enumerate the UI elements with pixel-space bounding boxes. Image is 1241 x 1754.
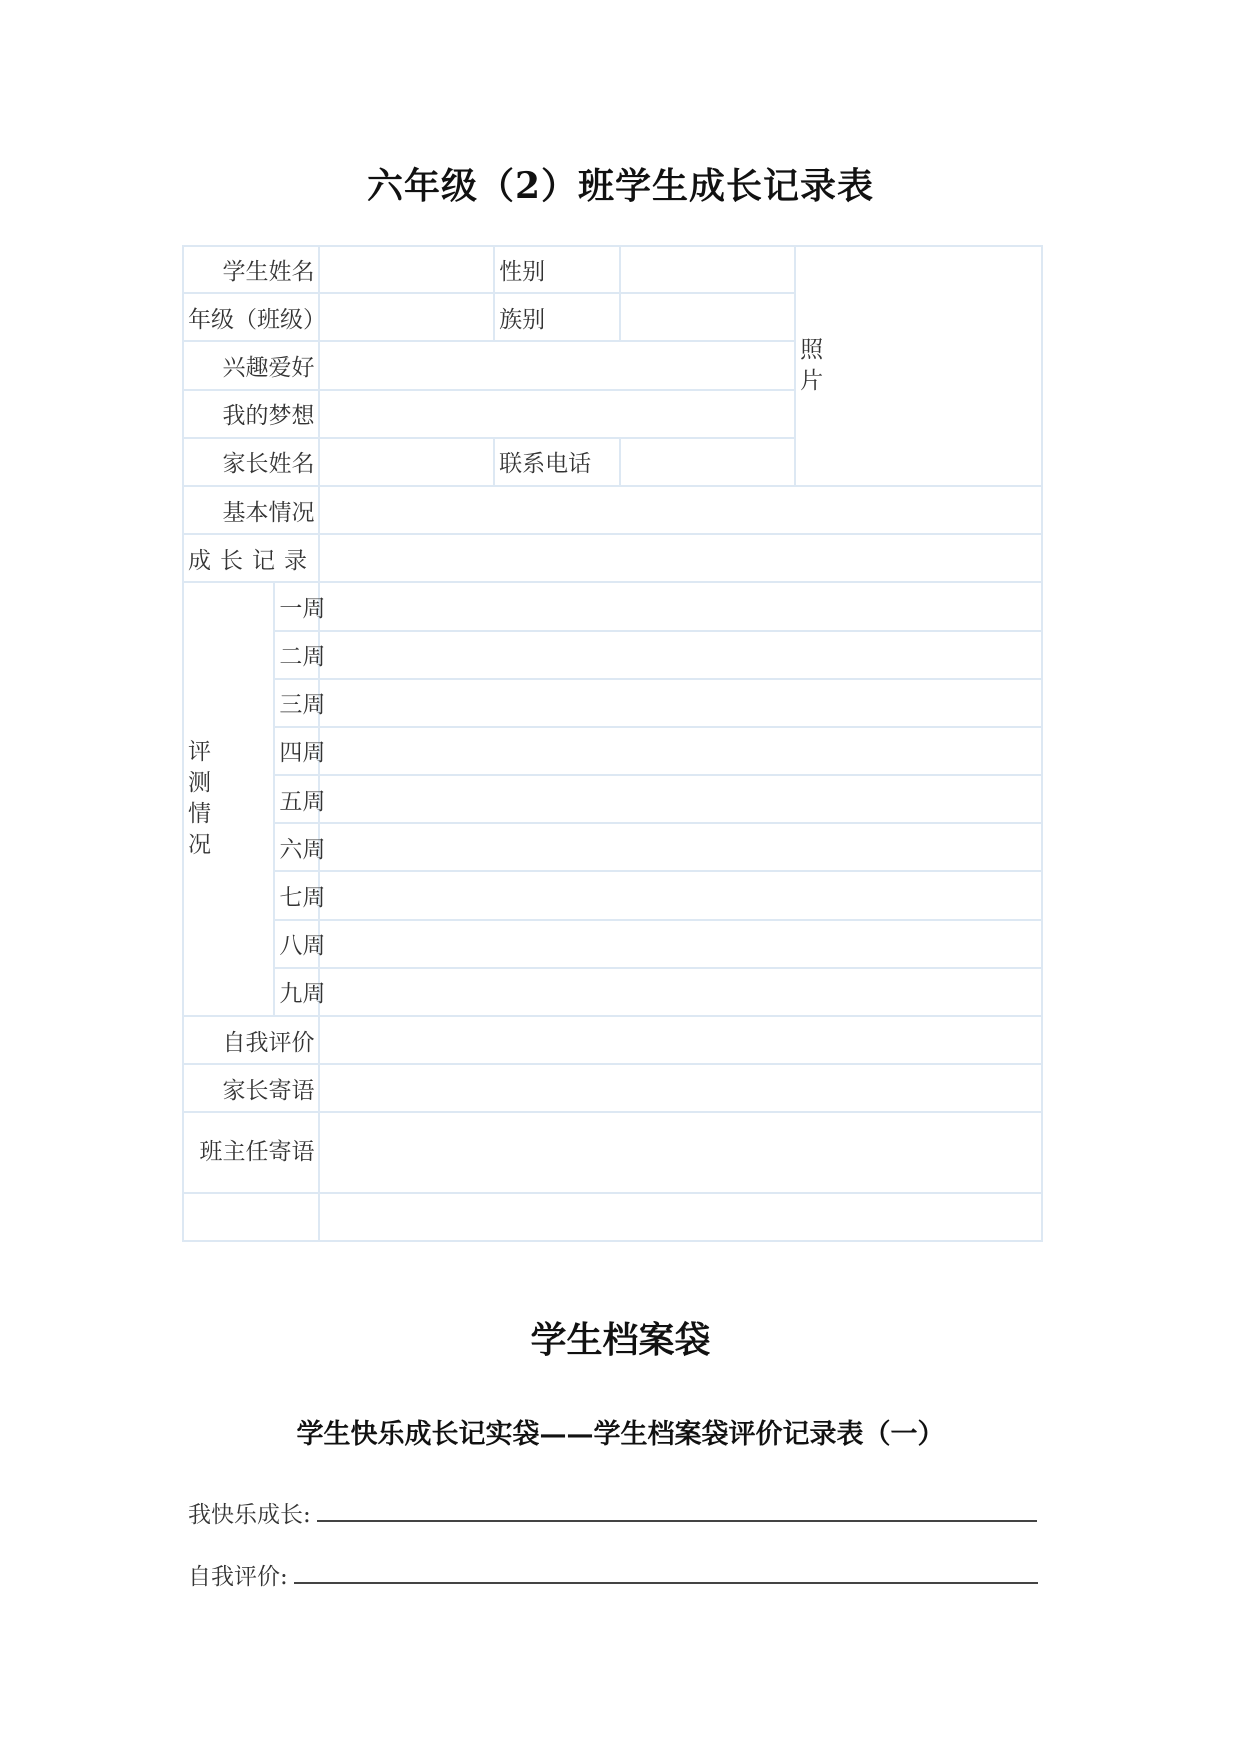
basic-info-field[interactable] [319, 486, 1042, 534]
week-field[interactable] [319, 727, 1042, 775]
week-label: 八周 [274, 920, 319, 968]
week-label: 二周 [274, 631, 319, 679]
photo-cell[interactable] [795, 246, 1042, 486]
grade-label: 年级（班级） [183, 293, 319, 341]
week-field[interactable] [319, 823, 1042, 871]
happy-growth-label: 我快乐成长: [188, 1502, 311, 1528]
subsection-title: 学生快乐成长记实袋——学生档案袋评价记录表（一） [296, 1419, 945, 1450]
eval-label: 评测情况 [188, 739, 211, 859]
week-label: 一周 [274, 582, 319, 630]
ethnicity-field[interactable] [620, 293, 796, 341]
parent-name-field[interactable] [319, 438, 494, 486]
gender-field[interactable] [620, 246, 796, 293]
ethnicity-label: 族别 [494, 293, 619, 341]
photo-label: 照片 [800, 336, 824, 394]
growth-record-label: 成长记录 [183, 534, 319, 582]
self-eval-line [188, 1558, 1052, 1591]
self-eval-line-label: 自我评价: [188, 1564, 288, 1590]
eval-cell [183, 582, 274, 1016]
hobby-label: 兴趣爱好 [183, 341, 319, 389]
basic-info-label: 基本情况 [183, 486, 319, 534]
section-title: 学生档案袋 [530, 1319, 711, 1361]
name-label: 学生姓名 [183, 246, 319, 293]
gender-label: 性别 [494, 246, 619, 293]
grade-field[interactable] [319, 293, 494, 341]
parent-name-label: 家长姓名 [183, 438, 319, 486]
week-label: 六周 [274, 823, 319, 871]
dream-label: 我的梦想 [183, 390, 319, 438]
blank-field[interactable] [319, 1193, 1042, 1241]
week-label: 四周 [274, 727, 319, 775]
week-field[interactable] [319, 775, 1042, 823]
phone-label: 联系电话 [494, 438, 619, 486]
teacher-message-field[interactable] [319, 1112, 1042, 1192]
parent-message-field[interactable] [319, 1064, 1042, 1112]
week-label: 五周 [274, 775, 319, 823]
week-field[interactable] [319, 968, 1042, 1016]
self-eval-blank[interactable] [294, 1582, 1038, 1584]
phone-field[interactable] [620, 438, 796, 486]
parent-message-label: 家长寄语 [183, 1064, 319, 1112]
week-label: 七周 [274, 871, 319, 919]
week-field[interactable] [319, 679, 1042, 727]
week-field[interactable] [319, 871, 1042, 919]
blank-label-cell [183, 1193, 319, 1241]
name-field[interactable] [319, 246, 494, 293]
happy-growth-line [188, 1496, 1052, 1529]
self-eval-field[interactable] [319, 1016, 1042, 1064]
week-label: 三周 [274, 679, 319, 727]
week-field[interactable] [319, 920, 1042, 968]
growth-record-table [182, 245, 1043, 1242]
dream-field[interactable] [319, 390, 795, 438]
self-eval-label: 自我评价 [183, 1016, 319, 1064]
hobby-field[interactable] [319, 341, 795, 389]
teacher-message-label: 班主任寄语 [183, 1112, 319, 1192]
week-field[interactable] [319, 582, 1042, 630]
page-title: 六年级（2）班学生成长记录表 [366, 165, 875, 207]
week-field[interactable] [319, 631, 1042, 679]
growth-record-field[interactable] [319, 534, 1042, 582]
happy-growth-blank[interactable] [317, 1520, 1037, 1522]
week-label: 九周 [274, 968, 319, 1016]
